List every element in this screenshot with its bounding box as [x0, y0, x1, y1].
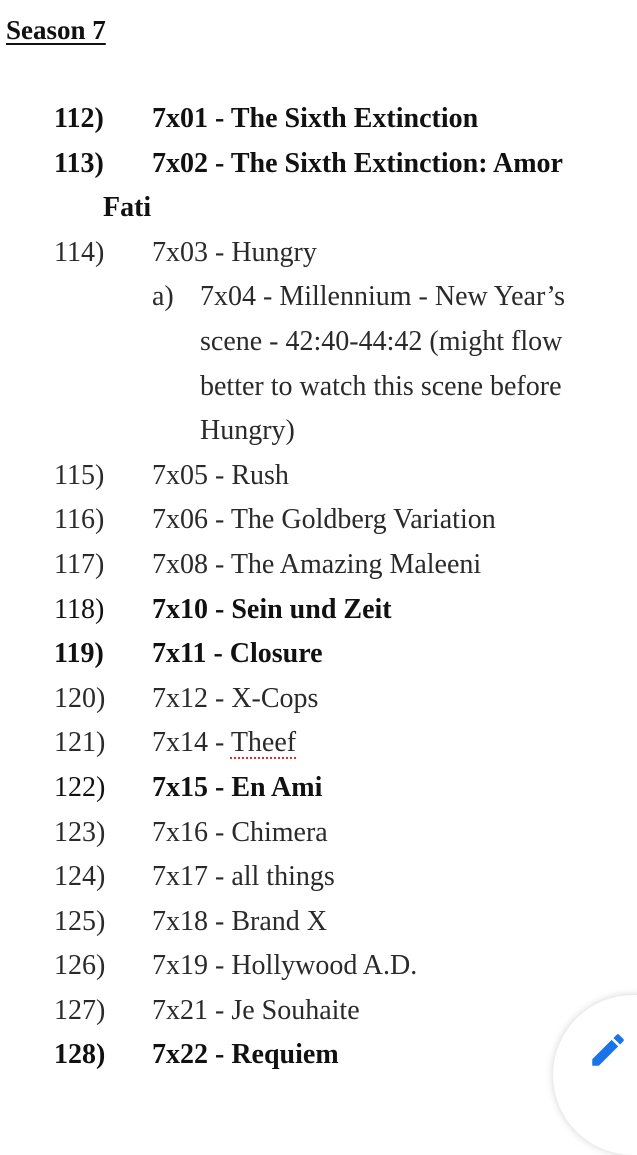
pencil-icon — [587, 1029, 629, 1071]
entry-title: 7x05 - Rush — [152, 459, 289, 491]
sub-list-item — [0, 275, 637, 453]
entry-title: 7x22 - Requiem — [152, 1039, 339, 1071]
list-item — [0, 766, 637, 811]
entry-title: 7x02 - The Sixth Extinction: Amor — [152, 147, 563, 179]
entry-title — [152, 721, 296, 766]
entry-number: 127) — [54, 994, 106, 1026]
entry-number: 123) — [54, 816, 106, 848]
entry-title: 7x17 - all things — [152, 861, 335, 893]
list-item — [0, 989, 637, 1034]
list-item — [0, 142, 637, 231]
entry-number: 114) — [54, 236, 105, 268]
entry-title: 7x21 - Je Souhaite — [152, 994, 360, 1026]
entry-number: 113) — [54, 147, 104, 179]
entry-number: 125) — [54, 905, 106, 937]
entry-number: 117) — [54, 548, 105, 580]
list-item — [0, 900, 637, 945]
entry-number: 120) — [54, 682, 106, 714]
entry-number: 128) — [54, 1039, 106, 1071]
list-item — [0, 588, 637, 633]
list-item — [0, 855, 637, 900]
episode-list — [0, 97, 637, 1078]
entry-title: 7x15 - En Ami — [152, 771, 323, 803]
entry-title: 7x12 - X-Cops — [152, 682, 319, 714]
list-item — [0, 1033, 637, 1078]
list-item — [0, 944, 637, 989]
entry-title-continuation: Fati — [103, 192, 152, 224]
entry-number: 116) — [54, 504, 105, 536]
entry-title: 7x18 - Brand X — [152, 905, 327, 937]
list-item — [0, 97, 637, 142]
entry-title: 7x19 - Hollywood A.D. — [152, 950, 418, 982]
entry-number: 124) — [54, 861, 106, 893]
list-item — [0, 632, 637, 677]
entry-number: 115) — [54, 459, 105, 491]
entry-number: 122) — [54, 771, 106, 803]
entry-number: 112) — [54, 103, 104, 134]
sub-item-line: scene - 42:40-44:42 (might flow — [200, 325, 563, 357]
list-item — [0, 454, 637, 499]
sub-item-marker: a) — [152, 281, 174, 313]
list-item — [0, 677, 637, 722]
sub-item-line: 7x04 - Millennium - New Year’s — [200, 281, 566, 313]
entry-number: 118) — [54, 593, 105, 625]
list-item — [0, 231, 637, 276]
entry-title: 7x11 - Closure — [152, 638, 323, 670]
sub-item-line: Hungry) — [200, 415, 295, 447]
entry-number: 126) — [54, 950, 106, 982]
list-item — [0, 498, 637, 543]
entry-title: 7x16 - Chimera — [152, 816, 328, 848]
entry-number: 119) — [54, 638, 104, 670]
entry-title: 7x10 - Sein und Zeit — [152, 593, 392, 625]
list-item — [0, 811, 637, 856]
entry-number: 121) — [54, 727, 106, 759]
season-heading: Season 7 — [6, 15, 106, 45]
list-item — [0, 721, 637, 766]
entry-title: 7x03 - Hungry — [152, 236, 317, 268]
entry-title: 7x06 - The Goldberg Variation — [152, 504, 496, 536]
list-item — [0, 543, 637, 588]
entry-title: 7x08 - The Amazing Maleeni — [152, 548, 482, 580]
entry-title: 7x01 - The Sixth Extinction — [152, 103, 479, 134]
misspelled-word[interactable]: Theef — [230, 727, 297, 759]
sub-item-line: better to watch this scene before — [200, 370, 562, 402]
entry-title-prefix: 7x14 - — [152, 727, 231, 759]
